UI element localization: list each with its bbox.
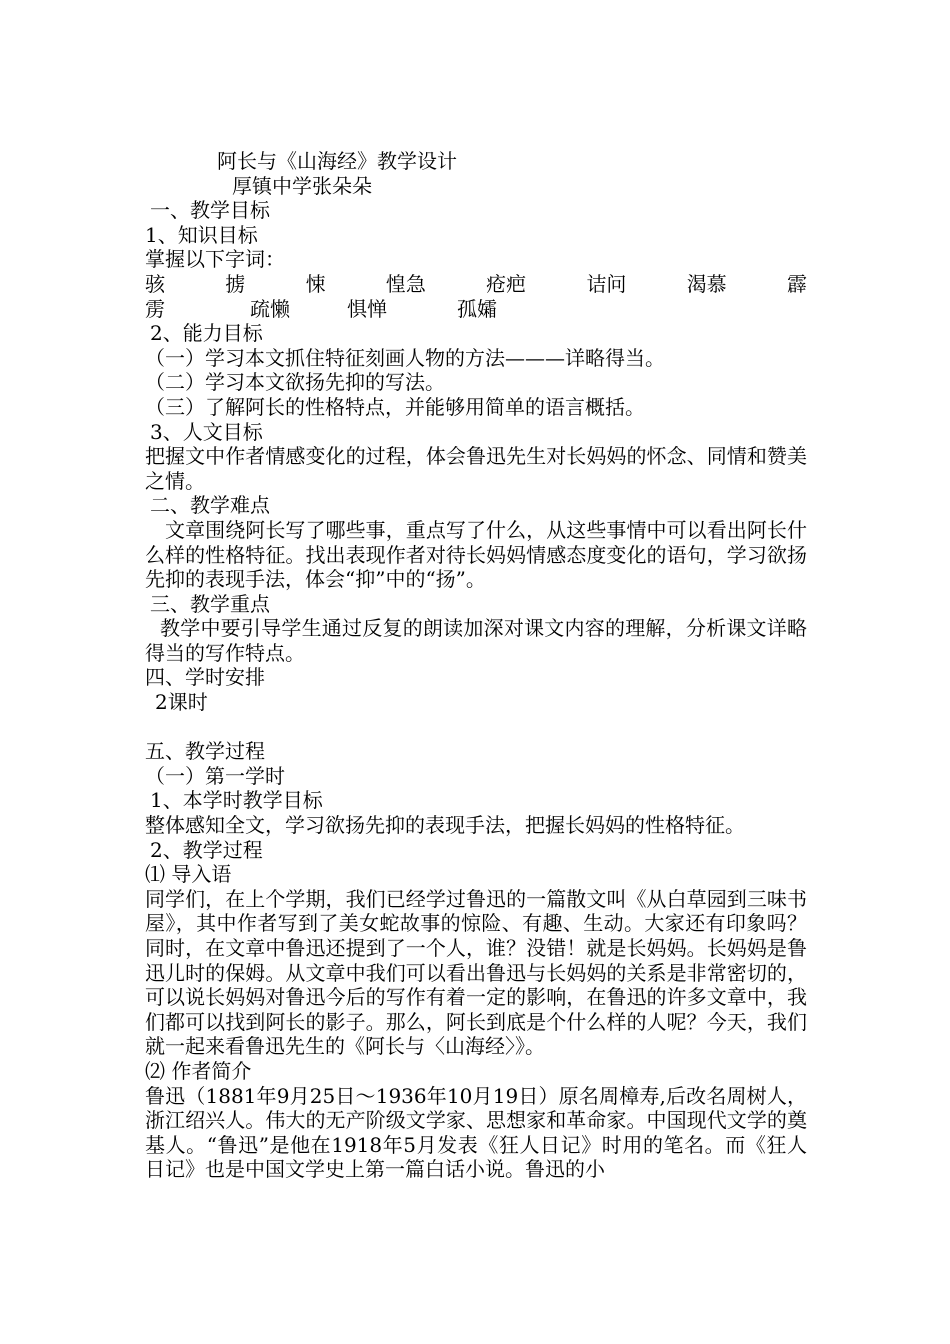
vocab-word: 骇: [145, 271, 165, 296]
vocab-word: 雳: [145, 296, 165, 321]
paragraph: 2课时: [155, 690, 208, 715]
vocab-word: 悚: [305, 271, 326, 296]
subsection-heading: 2、能力目标: [150, 321, 263, 346]
vocab-word: 惧惮: [347, 296, 387, 321]
blank-line: [145, 715, 807, 740]
vocab-word: 掳: [225, 271, 246, 296]
subsection-heading: 1、知识目标: [145, 222, 258, 247]
section-heading: 一、教学目标: [150, 198, 270, 223]
vocab-word: 惶急: [385, 271, 426, 296]
paragraph: （三）了解阿长的性格特点，并能够用简单的语言概括。: [145, 394, 645, 419]
vocab-word: 诘问: [586, 271, 627, 296]
paragraph: 文章围绕阿长写了哪些事，重点写了什么，从这些事情中可以看出阿长什么样的性格特征。找出表现作者对待长妈妈情感态度变化的语句，学习欲扬先抑的表现手法，体会“抑”中的“扬”。: [145, 517, 807, 592]
paragraph: （一）学习本文抓住特征刻画人物的方法———详略得当。: [145, 345, 665, 370]
author-line: 厚镇中学张朵朵: [232, 173, 372, 198]
paragraph: 教学中要引导学生通过反复的朗读加深对课文内容的理解，分析课文详略得当的写作特点。: [145, 616, 807, 665]
paragraph: （二）学习本文欲扬先抑的写法。: [145, 370, 445, 395]
vocab-word: 疏懒: [250, 296, 290, 321]
step-heading: ⑴ 导入语: [145, 862, 232, 887]
subsection-heading: （一）第一学时: [145, 763, 285, 788]
subsection-heading: 3、人文目标: [150, 419, 263, 444]
vocab-word: 疮疤: [486, 271, 527, 296]
document-body: [145, 149, 807, 1182]
subsection-heading: 1、本学时教学目标: [150, 788, 323, 813]
section-heading: 四、学时安排: [145, 665, 265, 690]
paragraph: 把握文中作者情感变化的过程，体会鲁迅先生对长妈妈的怀念、同情和赞美之情。: [145, 444, 807, 493]
paragraph: 整体感知全文，学习欲扬先抑的表现手法，把握长妈妈的性格特征。: [145, 813, 745, 838]
vocab-row: [145, 297, 807, 322]
vocab-word: 孤孀: [457, 296, 497, 321]
vocab-word: 霹: [786, 271, 807, 296]
subsection-heading: 2、教学过程: [150, 837, 263, 862]
paragraph: 掌握以下字词：: [145, 247, 285, 272]
paragraph: 鲁迅（1881年9月25日～1936年10月19日）原名周樟寿,后改名周树人，浙江绍兴人。伟大的无产阶级文学家、思想家和革命家。中国现代文学的奠基人。“鲁迅”是他在1918年5月发表《狂人日记》时用的笔名。而《狂人日记》也是中国文学史上第一篇白话小说。鲁迅的小: [145, 1083, 807, 1182]
section-heading: 二、教学难点: [150, 493, 270, 518]
vocab-row: [145, 272, 807, 297]
vocab-word: 渴慕: [686, 271, 727, 296]
paragraph: 同学们，在上个学期，我们已经学过鲁迅的一篇散文叫《从白草园到三味书屋》，其中作者写到了美女蛇故事的惊险、有趣、生动。大家还有印象吗？同时，在文章中鲁迅还提到了一个人，谁？没错！就是长妈妈。长妈妈是鲁迅儿时的保姆。从文章中我们可以看出鲁迅与长妈妈的关系是非常密切的，可以说长妈妈对鲁迅今后的写作有着一定的影响，在鲁迅的许多文章中，我们都可以找到阿长的影子。那么，阿长到底是个什么样的人呢？今天，我们就一起来看鲁迅先生的《阿长与〈山海经〉》。: [145, 886, 807, 1059]
section-heading: 五、教学过程: [145, 739, 265, 764]
section-heading: 三、教学重点: [150, 591, 270, 616]
page-title: 阿长与《山海经》教学设计: [217, 149, 457, 173]
step-heading: ⑵ 作者简介: [145, 1058, 252, 1083]
